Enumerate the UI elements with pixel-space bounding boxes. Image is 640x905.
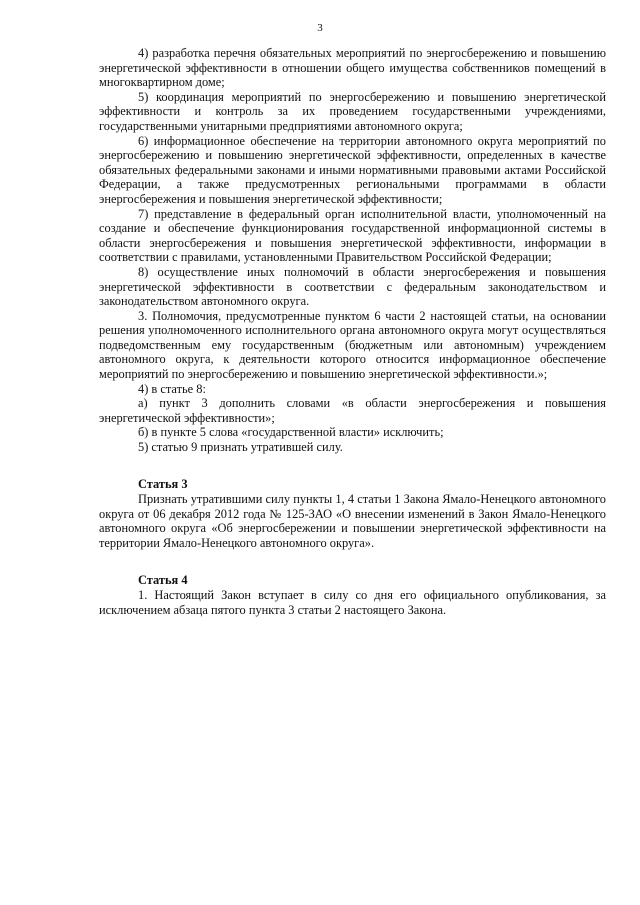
article-8-subitem-a: а) пункт 3 дополнить словами «в области энергосбережения и повышения энергетической эффективности»; <box>99 396 606 425</box>
article-8-subitem-b: б) в пункте 5 слова «государственной власти» исключить; <box>138 425 444 440</box>
page-number: 3 <box>317 22 323 34</box>
item-6-paragraph: 6) информационное обеспечение на территории автономного округа мероприятий по энергосбережению и повышению энергетической эффективности, определенных в качестве обязательных федеральными законами и иными нормативными правовыми актами Российской Федерации, а также предусмотренных региональными программами в области энергосбережения и повышения энергетической эффективности; <box>99 133 606 206</box>
article-8-intro: 4) в статье 8: <box>138 381 206 396</box>
article-4-heading: Статья 4 <box>138 572 188 587</box>
document-body <box>99 46 606 617</box>
item-8-paragraph: 8) осуществление иных полномочий в области энергосбережения и повышения энергетической эффективности в соответствии с федеральным законодательством и законодательством автономного округа. <box>99 264 606 309</box>
part-3-paragraph: 3. Полномочия, предусмотренные пунктом 6 части 2 настоящей статьи, на основании решения уполномоченного исполнительного органа автономного округа могут осуществляться подведомственным ему государственным (бюджетным или автономным) учреждением автономного округа, к деятельности которого относится информационное обеспечение мероприятий по энергосбережению и повышению энергетической эффективности.»; <box>99 308 606 382</box>
item-4-paragraph: 4) разработка перечня обязательных мероприятий по энергосбережению и повышению энергетической эффективности в отношении общего имущества собственников помещений в многоквартирном доме; <box>99 46 606 90</box>
article-9-repeal: 5) статью 9 признать утратившей силу. <box>138 440 343 455</box>
article-4-text: 1. Настоящий Закон вступает в силу со дня его официального опубликования, за исключением абзаца пятого пункта 3 статьи 2 настоящего Закона. <box>99 588 606 617</box>
article-3-text: Признать утратившими силу пункты 1, 4 статьи 1 Закона Ямало-Ненецкого автономного округа от 06 декабря 2012 года № 125-ЗАО «О внесении изменений в Закон Ямало-Ненецкого автономного округа «Об энергосбережении и повышении энергетической эффективности на территории Ямало-Ненецкого автономного округа». <box>99 492 606 550</box>
item-7-paragraph: 7) представление в федеральный орган исполнительной власти, уполномоченный на создание и обеспечение функционирования государственной информационной системы в области энергосбережения и повышения энергетической эффективности, информации в соответствии с правилами, установленными Правительством Российской Федерации; <box>99 206 606 265</box>
item-5-paragraph: 5) координация мероприятий по энергосбережению и повышению энергетической эффективности и контроль за их проведением государственными учреждениями, государственными унитарными предприятиями автономного округа; <box>99 89 606 133</box>
article-3-heading: Статья 3 <box>138 476 188 491</box>
